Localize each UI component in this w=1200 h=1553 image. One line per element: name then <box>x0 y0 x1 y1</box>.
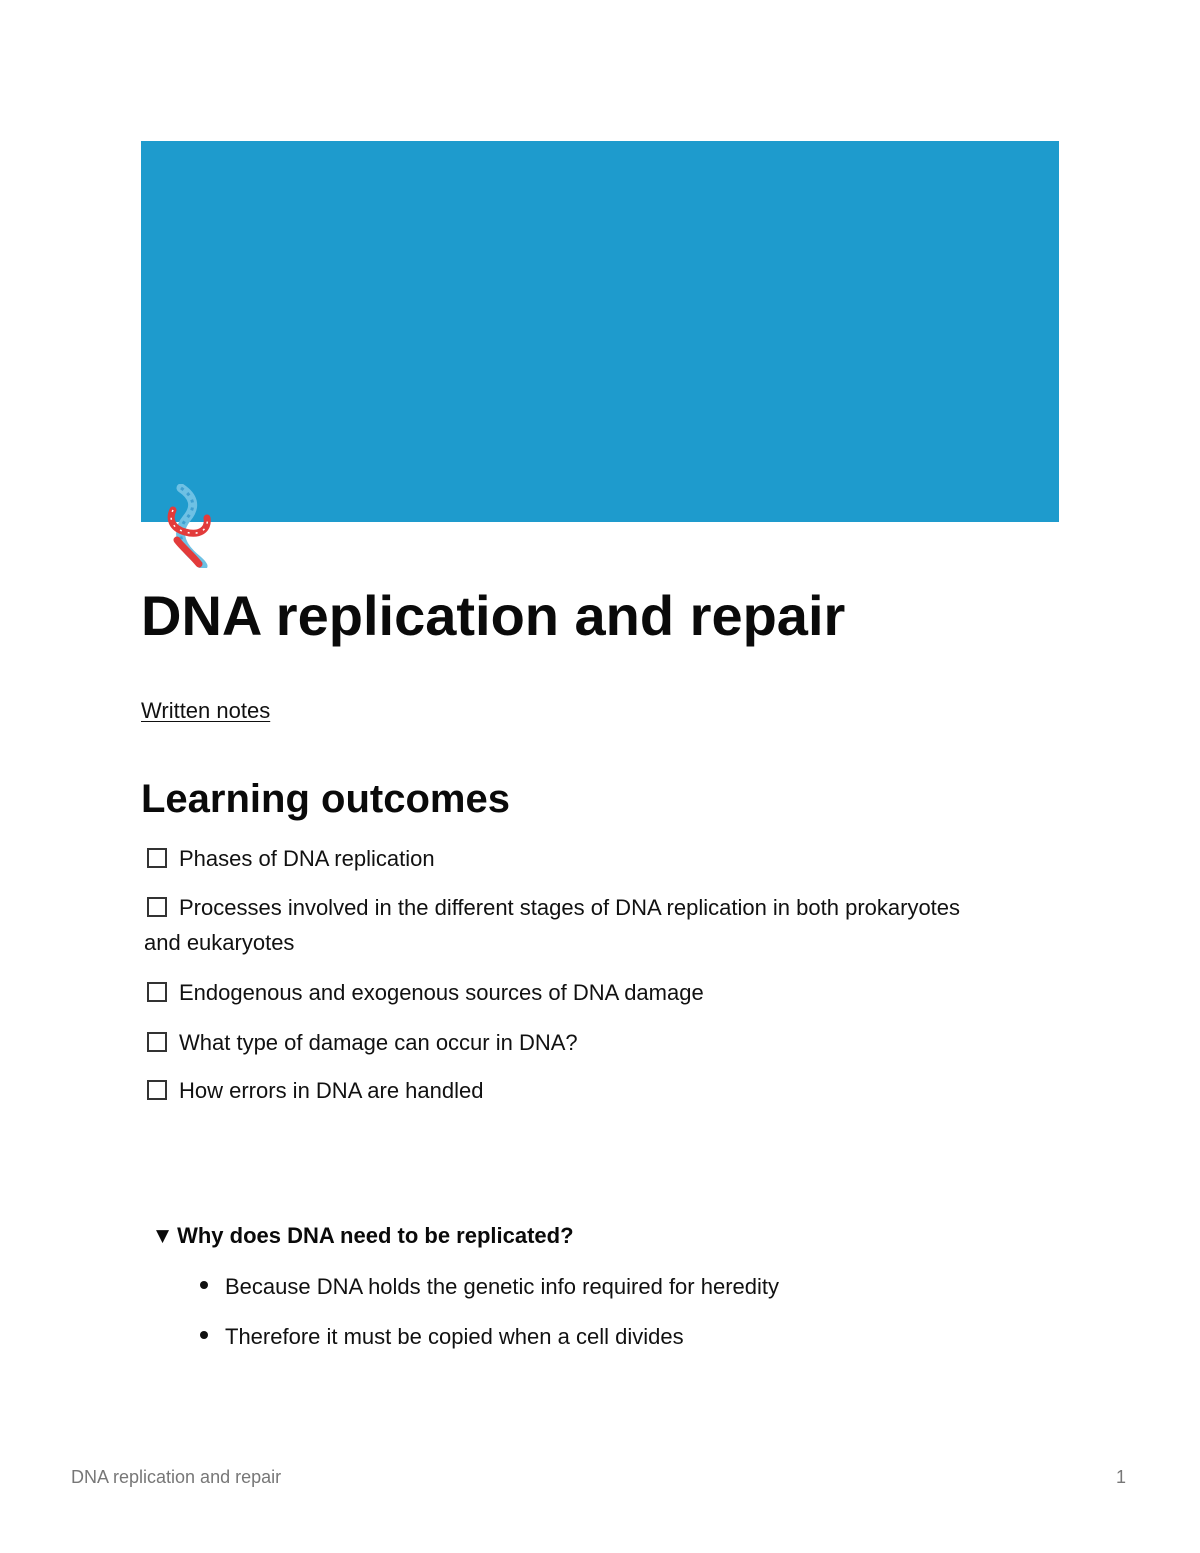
todo-text: Processes involved in the different stages of DNA replication in both prokaryotes <box>179 895 961 920</box>
list-item <box>200 1322 684 1352</box>
todo-item <box>147 1025 578 1060</box>
toggle-heading[interactable]: Why does DNA need to be replicated? <box>177 1223 574 1248</box>
todo-item <box>147 975 704 1010</box>
footer-title: DNA replication and repair <box>71 1467 282 1487</box>
checkbox[interactable] <box>147 1032 167 1052</box>
list-item <box>200 1272 779 1302</box>
toggle-arrow-down-icon[interactable]: ▼ <box>156 1226 170 1246</box>
todo-text: Endogenous and exogenous sources of DNA damage <box>179 980 704 1005</box>
cover-banner <box>141 141 1059 522</box>
bullet-icon <box>200 1331 208 1339</box>
todo-item <box>147 1073 483 1108</box>
dna-helix-icon <box>163 484 219 568</box>
todo-text: What type of damage can occur in DNA? <box>179 1030 578 1055</box>
list-item-text: Because DNA holds the genetic info required for heredity <box>225 1274 779 1299</box>
learning-outcomes-heading: Learning outcomes <box>141 777 510 821</box>
list-item-text: Therefore it must be copied when a cell divides <box>225 1324 684 1349</box>
checkbox[interactable] <box>147 1080 167 1100</box>
checkbox[interactable] <box>147 982 167 1002</box>
bullet-icon <box>200 1281 208 1289</box>
written-notes-link[interactable]: Written notes <box>141 698 271 723</box>
todo-text: Phases of DNA replication <box>179 846 435 871</box>
todo-text-continuation: and eukaryotes <box>144 930 295 955</box>
checkbox[interactable] <box>147 897 167 917</box>
todo-item <box>147 841 435 876</box>
toggle-block <box>156 1221 574 1251</box>
page-title: DNA replication and repair <box>141 584 846 647</box>
todo-item <box>147 890 960 925</box>
page-number: 1 <box>1116 1467 1127 1487</box>
todo-text: How errors in DNA are handled <box>179 1078 484 1103</box>
checkbox[interactable] <box>147 848 167 868</box>
